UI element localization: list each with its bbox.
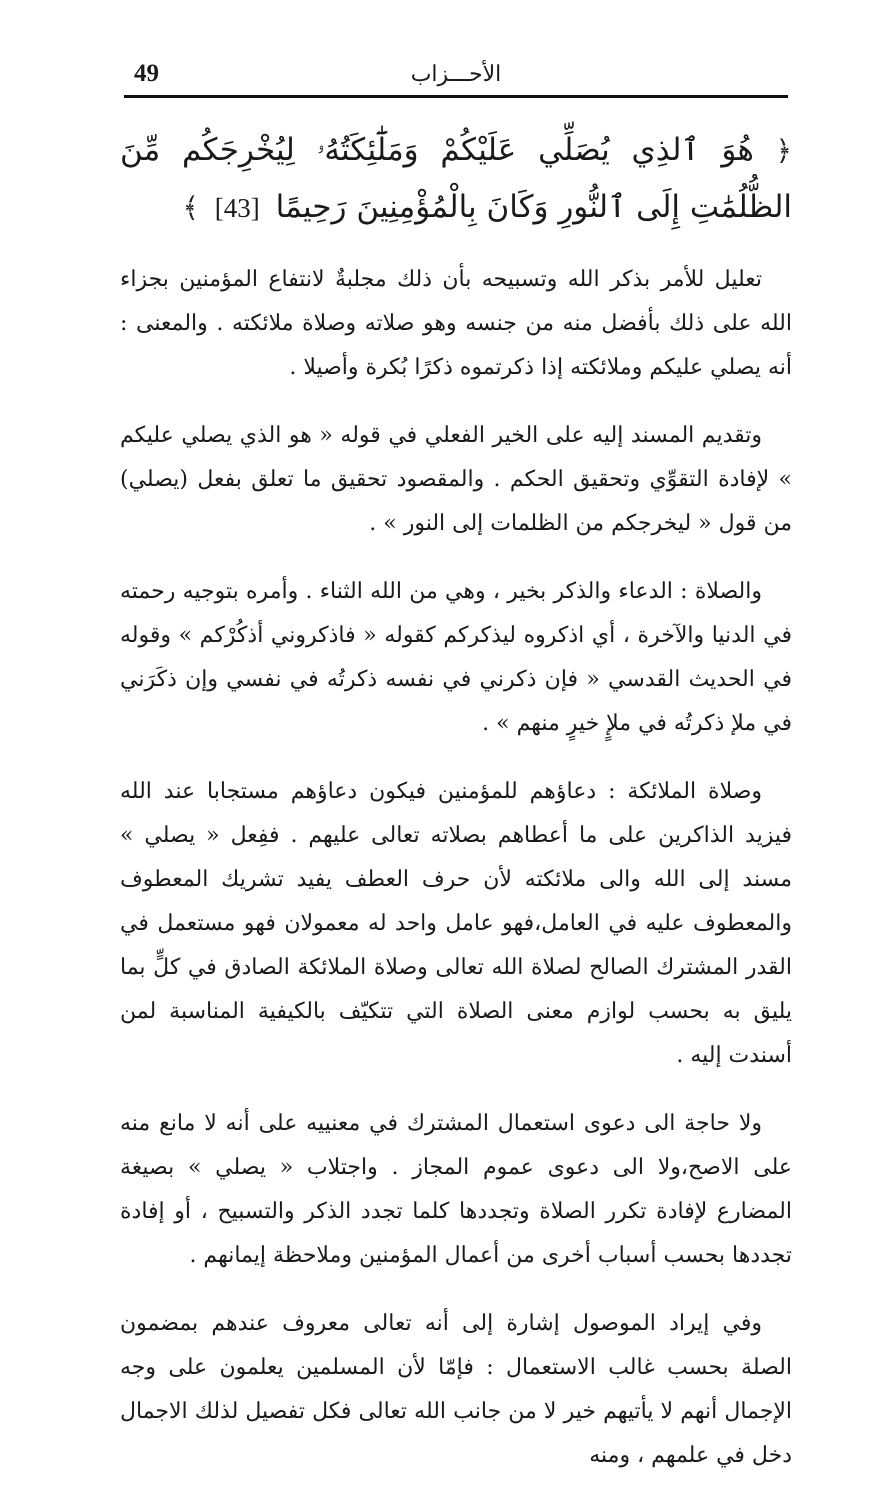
paragraph: تعليل للأمر بذكر الله وتسبيحه بأن ذلك مجلبةٌ لانتفاع المؤمنين بجزاء الله على ذلك بأفضل منه من جنسه وهو صلاته وصلاة ملائكته . والمعنى : أنه يصلي عليكم وملائكته إذا ذكرتموه ذكرًا بُكرة وأصيلا . (120, 267, 792, 380)
ayah-number: [43] (214, 193, 260, 223)
header-rule (124, 95, 788, 98)
verse-open-bracket: ﴿ (775, 134, 792, 167)
paragraph: والصلاة : الدعاء والذكر بخير ، وهي من الله الثناء . وأمره بتوجيه رحمته في الدنيا والآخرة ، أي اذكروه ليذكركم كقوله « فاذكروني أذكُرْكم » وقوله في الحديث القدسي « فإن ذكرني في نفسه ذكرتُه في نفسي وإن ذكَرَني في ملإ ذكرتُه في ملإٍ خيرٍ منهم » . (120, 579, 792, 736)
tafsir-body (120, 258, 792, 1502)
quran-verse (120, 122, 792, 236)
page-number: 49 (134, 60, 159, 87)
paragraph: وتقديم المسند إليه على الخير الفعلي في قوله « هو الذي يصلي عليكم » لإفادة التقوِّي وتحقيق الحكم . والمقصود تحقيق ما تعلق بفعل (يصلي) من قول « ليخرجكم من الظلمات إلى النور » . (120, 423, 792, 536)
paragraph: وفي إيراد الموصول إشارة إلى أنه تعالى معروف عندهم بمضمون الصلة بحسب غالب الاستعمال : فإمّا لأن المسلمين يعلمون على وجه الإجمال أنهم لا يأتيهم خير لا من جانب الله تعالى فكل تفصيل لذلك الاجمال دخل في علمهم ، ومنه (120, 1311, 792, 1468)
page-header (124, 52, 788, 98)
running-title: الأحـــزاب (410, 62, 502, 87)
verse-close-bracket: ﴾ (182, 191, 199, 224)
paragraph: وصلاة الملائكة : دعاؤهم للمؤمنين فيكون دعاؤهم مستجابا عند الله فيزيد الذاكرين على ما أعطاهم بصلاته تعالى عليهم . ففِعل « يصلي » مسند إلى الله والى ملائكته لأن حرف العطف يفيد تشريك المعطوف والمعطوف عليه في العامل،فهو عامل واحد له معمولان فهو مستعمل في القدر المشترك الصالح لصلاة الله تعالى وصلاة الملائكة الصادق في كلٍّ بما يليق به بحسب لوازم معنى الصلاة التي تتكيّف بالكيفية المناسبة لمن أسندت إليه . (120, 779, 792, 1068)
paragraph: ولا حاجة الى دعوى استعمال المشترك في معنييه على أنه لا مانع منه على الاصح،ولا الى دعوى عموم المجاز . واجتلاب « يصلي » بصيغة المضارع لإفادة تكرر الصلاة وتجددها كلما تجدد الذكر والتسبيح ، أو إفادة تجددها بحسب أسباب أخرى من أعمال المؤمنين وملاحظة إيمانهم . (120, 1111, 792, 1268)
verse-text: هُوَ ٱلذِي يُصَلِّي عَلَيْكُمْ وَمَلَٰٓئِكَتُهُۥ لِيُخْرِجَكُم مِّنَ الظُّلُمَٰتِ إِلَى ٱلنُّورِ وَكَانَ بِالْمُؤْمِنِينَ رَحِيمًا (120, 132, 792, 225)
